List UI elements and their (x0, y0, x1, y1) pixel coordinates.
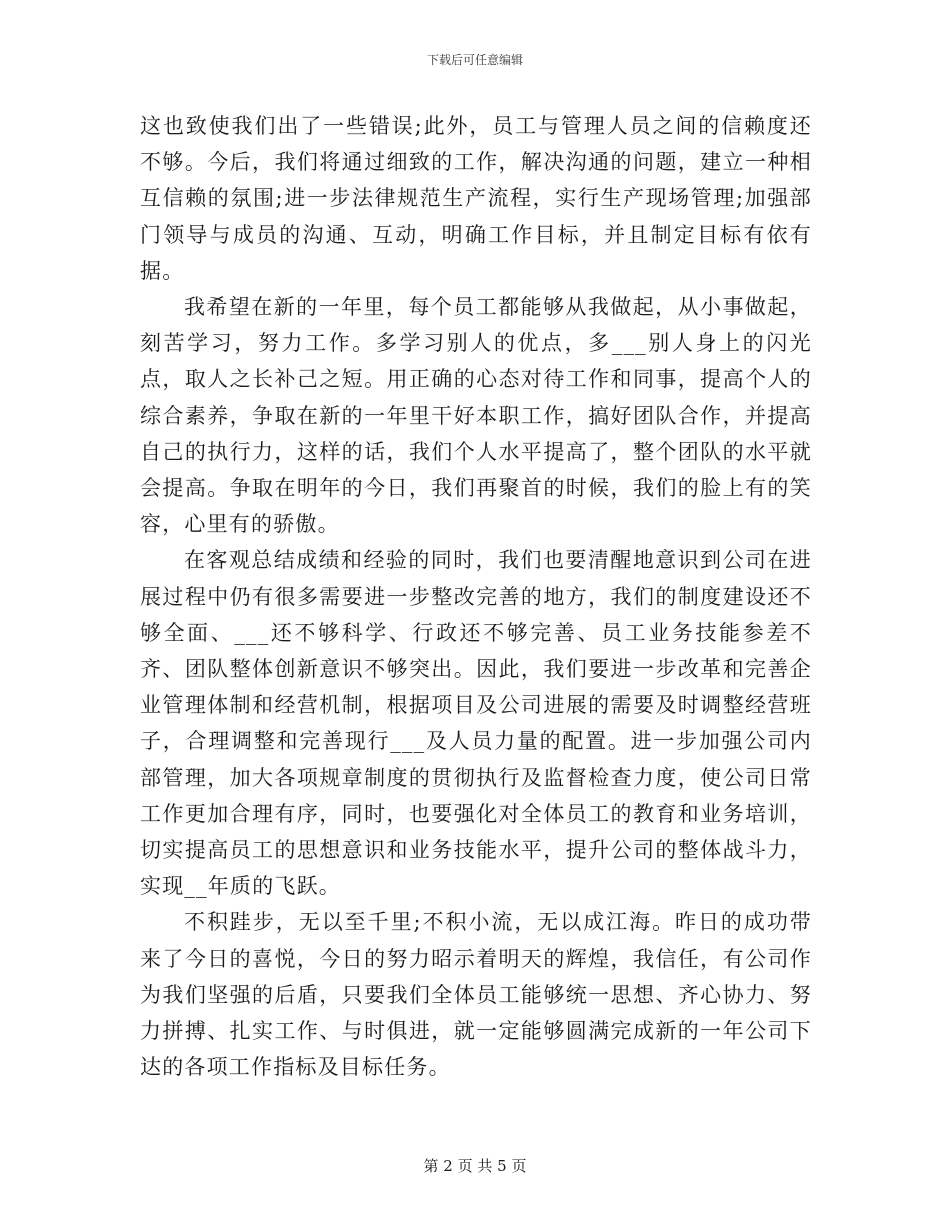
paragraph-3: 在客观总结成绩和经验的同时，我们也要清醒地意识到公司在进展过程中仍有很多需要进一步整改完善的地方，我们的制度建设还不够全面、___还不够科学、行政还不够完善、员工业务技能参差不齐、团队整体创新意识不够突出。因此，我们要进一步改革和完善企业管理体制和经营机制，根据项目及公司进展的需要及时调整经营班子，合理调整和完善现行___及人员力量的配置。进一步加强公司内部管理，加大各项规章制度的贯彻执行及监督检查力度，使公司日常工作更加合理有序，同时，也要强化对全体员工的教育和业务培训，切实提高员工的思想意识和业务技能水平，提升公司的整体战斗力，实现__年质的飞跃。 (140, 548, 812, 899)
paragraph-4: 不积跬步，无以至千里;不积小流，无以成江海。昨日的成功带来了今日的喜悦，今日的努力昭示着明天的辉煌，我信任，有公司作为我们坚强的后盾，只要我们全体员工能够统一思想、齐心协力、努力拼搏、扎实工作、与时俱进，就一定能够圆满完成新的一年公司下达的各项工作指标及目标任务。 (140, 910, 812, 1080)
document-body (140, 108, 812, 1085)
paragraph-2: 我希望在新的一年里，每个员工都能够从我做起，从小事做起，刻苦学习，努力工作。多学习别人的优点，多___别人身上的闪光点，取人之长补己之短。用正确的心态对待工作和同事，提高个人的综合素养，争取在新的一年里干好本职工作，搞好团队合作，并提高自己的执行力，这样的话，我们个人水平提高了，整个团队的水平就会提高。争取在明年的今日，我们再聚首的时候，我们的脸上有的笑容，心里有的骄傲。 (140, 295, 812, 537)
paragraph-1: 这也致使我们出了一些错误;此外，员工与管理人员之间的信赖度还不够。今后，我们将通过细致的工作，解决沟通的问题，建立一种相互信赖的氛围;进一步法律规范生产流程，实行生产现场管理;加强部门领导与成员的沟通、互动，明确工作目标，并且制定目标有依有据。 (140, 114, 812, 283)
page-header: 下载后可任意编辑 (426, 53, 523, 67)
page-number: 第 2 页 共 5 页 (423, 1157, 527, 1175)
